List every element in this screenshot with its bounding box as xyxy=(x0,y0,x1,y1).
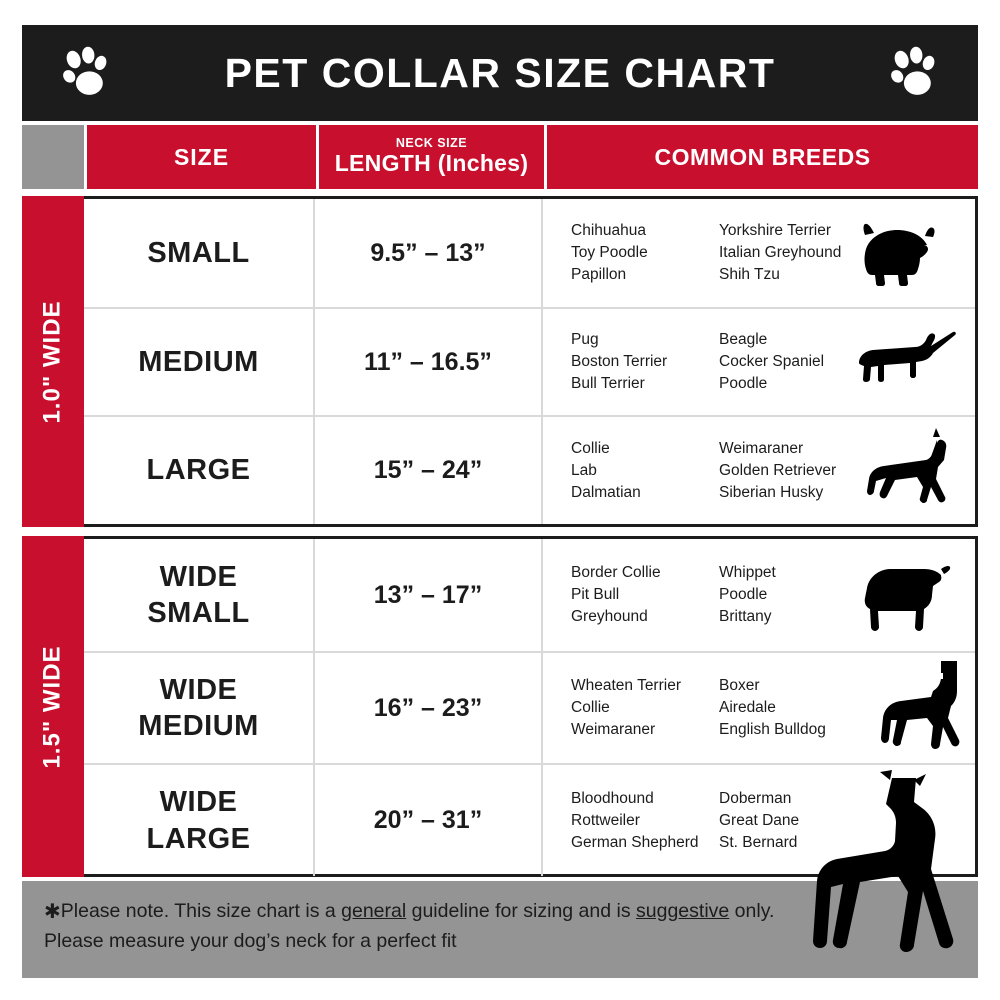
paw-icon xyxy=(58,45,114,101)
row-size-line-2: SMALL xyxy=(147,597,250,629)
row-length: 11” – 16.5” xyxy=(313,309,541,415)
doberman-silhouette-icon xyxy=(774,770,964,980)
breed-item: Lab xyxy=(571,461,597,479)
breed-item: Collie xyxy=(571,699,610,716)
breed-item: Doberman xyxy=(719,789,792,807)
column-header-row xyxy=(22,125,978,189)
row-size: SMALL xyxy=(147,236,250,269)
breed-item: St. Bernard xyxy=(719,833,798,851)
breed-item: Golden Retriever xyxy=(719,461,837,479)
row-size-line-1: WIDE xyxy=(159,673,238,706)
breed-item: Brittany xyxy=(719,608,772,625)
breed-item: Greyhound xyxy=(571,608,648,625)
breed-item: Poodle xyxy=(719,586,768,603)
table-row xyxy=(84,651,975,763)
column-header-size: SIZE xyxy=(84,125,316,189)
breed-column-1 xyxy=(571,675,719,741)
row-breeds xyxy=(541,309,975,415)
footer-text-e: only. xyxy=(729,900,775,922)
breed-item: Pug xyxy=(571,331,599,348)
row-size-line-1: WIDE xyxy=(159,786,238,819)
chart-header xyxy=(22,25,978,121)
breed-item: Airedale xyxy=(719,699,776,716)
column-header-length-main: LENGTH (Inches) xyxy=(334,150,529,177)
breed-column-1 xyxy=(571,438,719,504)
paw-icon xyxy=(886,45,942,101)
footer-line-2: Please measure your dog’s neck for a perfect fit xyxy=(44,930,457,953)
breed-column-2 xyxy=(719,438,836,504)
breed-item: German Shepherd xyxy=(571,833,699,851)
group-label-1-inch-text: 1.0" WIDE xyxy=(39,299,67,424)
breed-item: Border Collie xyxy=(571,564,661,581)
breed-item: Great Dane xyxy=(719,811,800,829)
row-size xyxy=(84,765,313,876)
footer-text-suggestive: suggestive xyxy=(636,900,730,922)
breed-item: English Bulldog xyxy=(719,721,826,738)
row-length: 15” – 24” xyxy=(313,417,541,524)
breed-column-2 xyxy=(719,220,841,286)
breed-item: Toy Poodle xyxy=(571,244,648,261)
breed-item: Whippet xyxy=(719,564,776,581)
row-size: LARGE xyxy=(146,454,251,487)
row-size xyxy=(84,539,313,651)
breed-item: Beagle xyxy=(719,331,768,348)
footer-text-a: Please note. This size chart is a xyxy=(60,900,342,922)
row-size xyxy=(84,653,313,763)
shepherd-silhouette-icon xyxy=(841,428,969,520)
breed-item: Shih Tzu xyxy=(719,266,780,283)
breed-item: Rottweiler xyxy=(571,811,640,829)
breed-item: Wheaten Terrier xyxy=(571,677,681,694)
column-header-corner xyxy=(22,125,84,189)
column-header-length-sub: NECK SIZE xyxy=(395,135,468,150)
footer-text-c: guideline for sizing and is xyxy=(406,900,637,922)
row-size-line-1: WIDE xyxy=(159,560,238,593)
breed-column-1 xyxy=(571,562,719,628)
breed-column-2 xyxy=(719,329,824,395)
breed-item: Boxer xyxy=(719,677,760,694)
group-label-1-5-inch xyxy=(22,536,84,877)
breed-column-2 xyxy=(719,562,776,628)
breed-column-2 xyxy=(719,675,826,741)
breed-column-1 xyxy=(571,788,719,854)
breed-item: Bull Terrier xyxy=(571,375,645,392)
row-length: 13” – 17” xyxy=(313,539,541,651)
size-group-1 xyxy=(84,196,978,527)
column-header-breeds: COMMON BREEDS xyxy=(544,125,978,189)
row-breeds xyxy=(541,199,975,307)
beagle-silhouette-icon xyxy=(841,319,969,411)
row-breeds xyxy=(541,539,975,651)
breed-item: Weimaraner xyxy=(571,721,656,738)
breed-item: Bloodhound xyxy=(571,789,654,807)
asterisk-icon: ✱ xyxy=(44,901,61,923)
bulldog-silhouette-icon xyxy=(841,555,969,647)
row-size-line-2: MEDIUM xyxy=(138,710,259,742)
breed-item: Dalmatian xyxy=(571,483,641,501)
breed-item: Pit Bull xyxy=(571,586,620,603)
row-size-line-2: LARGE xyxy=(146,822,251,855)
breed-column-1 xyxy=(571,329,719,395)
table-row xyxy=(84,199,975,307)
breed-item: Weimaraner xyxy=(719,439,804,457)
breed-item: Poodle xyxy=(719,375,768,392)
pitbull-silhouette-icon xyxy=(841,655,969,763)
breed-item: Papillon xyxy=(571,266,627,283)
row-length: 20” – 31” xyxy=(313,765,541,876)
table-row xyxy=(84,307,975,415)
table-row xyxy=(84,415,975,524)
breed-column-1 xyxy=(571,220,719,286)
group-label-1-5-inch-text: 1.5" WIDE xyxy=(39,644,67,769)
breed-item: Cocker Spaniel xyxy=(719,353,825,370)
group-label-1-inch xyxy=(22,196,84,527)
breed-item: Collie xyxy=(571,439,610,457)
pomeranian-silhouette-icon xyxy=(841,211,969,303)
breed-item: Yorkshire Terrier xyxy=(719,222,831,239)
breed-item: Siberian Husky xyxy=(719,483,824,501)
table-row xyxy=(84,539,975,651)
breed-item: Chihuahua xyxy=(571,222,646,239)
breed-item: Boston Terrier xyxy=(571,353,668,370)
row-length: 9.5” – 13” xyxy=(313,199,541,307)
column-header-length xyxy=(316,125,544,189)
row-breeds xyxy=(541,653,975,763)
page-title: PET COLLAR SIZE CHART xyxy=(224,49,776,96)
row-breeds xyxy=(541,417,975,524)
footer-text-general: general xyxy=(341,900,407,922)
row-size: MEDIUM xyxy=(138,345,259,378)
row-length: 16” – 23” xyxy=(313,653,541,763)
breed-item: Italian Greyhound xyxy=(719,244,842,261)
